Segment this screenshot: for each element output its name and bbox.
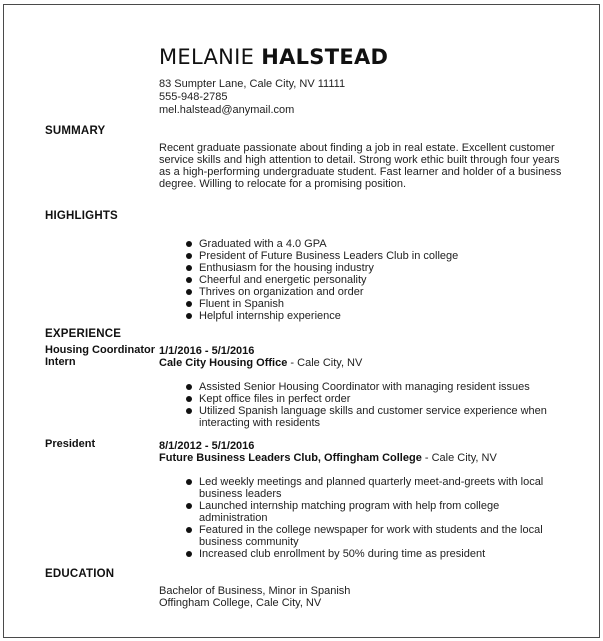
organization-location: - Cale City, NV xyxy=(421,452,497,464)
education-section xyxy=(159,585,350,609)
job-title: Housing Coordinator Intern xyxy=(45,344,155,368)
highlights-list xyxy=(159,238,579,322)
list-item: Launched internship matching program with help from college administration xyxy=(159,500,569,524)
job-entry xyxy=(159,345,569,429)
organization-name: Future Business Leaders Club, Offingham College xyxy=(159,452,422,464)
education-heading: EDUCATION xyxy=(45,568,115,580)
list-item: Cheerful and energetic personality xyxy=(159,274,579,286)
contact-info xyxy=(159,78,345,117)
resume-page xyxy=(3,4,600,638)
experience-heading: EXPERIENCE xyxy=(45,328,122,340)
list-item: Enthusiasm for the housing industry xyxy=(159,262,579,274)
list-item: Graduated with a 4.0 GPA xyxy=(159,238,579,250)
job-bullets xyxy=(159,476,569,560)
last-name: HALSTEAD xyxy=(261,45,389,69)
list-item: Featured in the college newspaper for work with students and the local business community xyxy=(159,524,569,548)
job-bullets xyxy=(159,381,569,429)
email: mel.halstead@anymail.com xyxy=(159,104,295,116)
job-entry xyxy=(159,440,569,560)
job-organization xyxy=(159,357,569,369)
summary-text: Recent graduate passionate about finding a job in real estate. Excellent customer service skills and high attention to detail. Strong work ethic built through four years as a high-performing undergraduate student. Fast learner and holder of a business degree. Willing to relocate for a promising position. xyxy=(159,142,562,190)
degree: Bachelor of Business, Minor in Spanish xyxy=(159,585,351,597)
candidate-name xyxy=(159,45,388,69)
first-name: MELANIE xyxy=(159,45,255,69)
list-item: Kept office files in perfect order xyxy=(159,393,569,405)
list-item: Thrives on organization and order xyxy=(159,286,579,298)
list-item: Increased club enrollment by 50% during time as president xyxy=(159,548,569,560)
highlights-section xyxy=(159,238,579,322)
address: 83 Sumpter Lane, Cale City, NV 11111 xyxy=(159,78,346,90)
list-item: Fluent in Spanish xyxy=(159,298,579,310)
summary-heading: SUMMARY xyxy=(45,125,106,137)
list-item: Led weekly meetings and planned quarterly meet-and-greets with local business leaders xyxy=(159,476,569,500)
list-item: Assisted Senior Housing Coordinator with managing resident issues xyxy=(159,381,569,393)
organization-location: - Cale City, NV xyxy=(287,357,363,369)
organization-name: Cale City Housing Office xyxy=(159,357,288,369)
highlights-heading: HIGHLIGHTS xyxy=(45,210,118,222)
school: Offingham College, Cale City, NV xyxy=(159,597,322,609)
phone: 555-948-2785 xyxy=(159,91,228,103)
list-item: President of Future Business Leaders Club in college xyxy=(159,250,579,262)
list-item: Utilized Spanish language skills and customer service experience when interacting with residents xyxy=(159,405,569,429)
list-item: Helpful internship experience xyxy=(159,310,579,322)
job-organization xyxy=(159,452,569,464)
job-dates: 1/1/2016 - 5/1/2016 xyxy=(159,345,255,357)
job-dates: 8/1/2012 - 5/1/2016 xyxy=(159,440,255,452)
job-title: President xyxy=(45,438,96,450)
